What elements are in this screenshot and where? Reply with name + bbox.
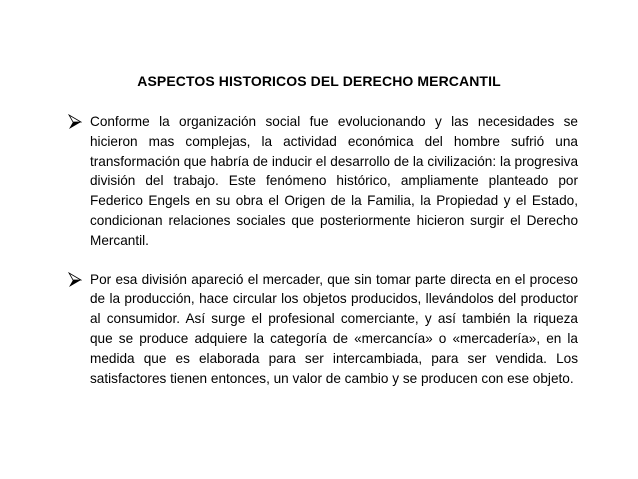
arrow-bullet-icon — [68, 272, 82, 288]
arrow-bullet-icon — [68, 114, 82, 130]
bullet-text: Conforme la organización social fue evolucionando y las necesidades se hicieron mas complejas, la actividad económica del hombre sufrió una transformación que habría de inducir el desarrollo de la civilización: la progresiva división del trabajo. Este fenómeno histórico, ampliamente planteado por Federico Engels en su obra el Origen de la Familia, la Propiedad y el Estado, condicionan relaciones sociales que posteriormente hicieron surgir el Derecho Mercantil. — [90, 114, 578, 248]
bullet-text: Por esa división apareció el mercader, que sin tomar parte directa en el proceso de la producción, hace circular los objetos producidos, llevándolos del productor al consumidor. Así surge el profesional comerciante, y así también la riqueza que se produce adquiere la categoría de «mercancía» o «mercadería», en la medida que es elaborada para ser intercambiada, para ser vendida. Los satisfactores tienen entonces, un valor de cambio y se producen con ese objeto. — [90, 271, 578, 386]
bullet-item — [68, 270, 578, 389]
bullet-list — [68, 112, 578, 407]
slide-title: ASPECTOS HISTORICOS DEL DERECHO MERCANTIL — [137, 73, 501, 89]
bullet-item — [68, 112, 578, 251]
